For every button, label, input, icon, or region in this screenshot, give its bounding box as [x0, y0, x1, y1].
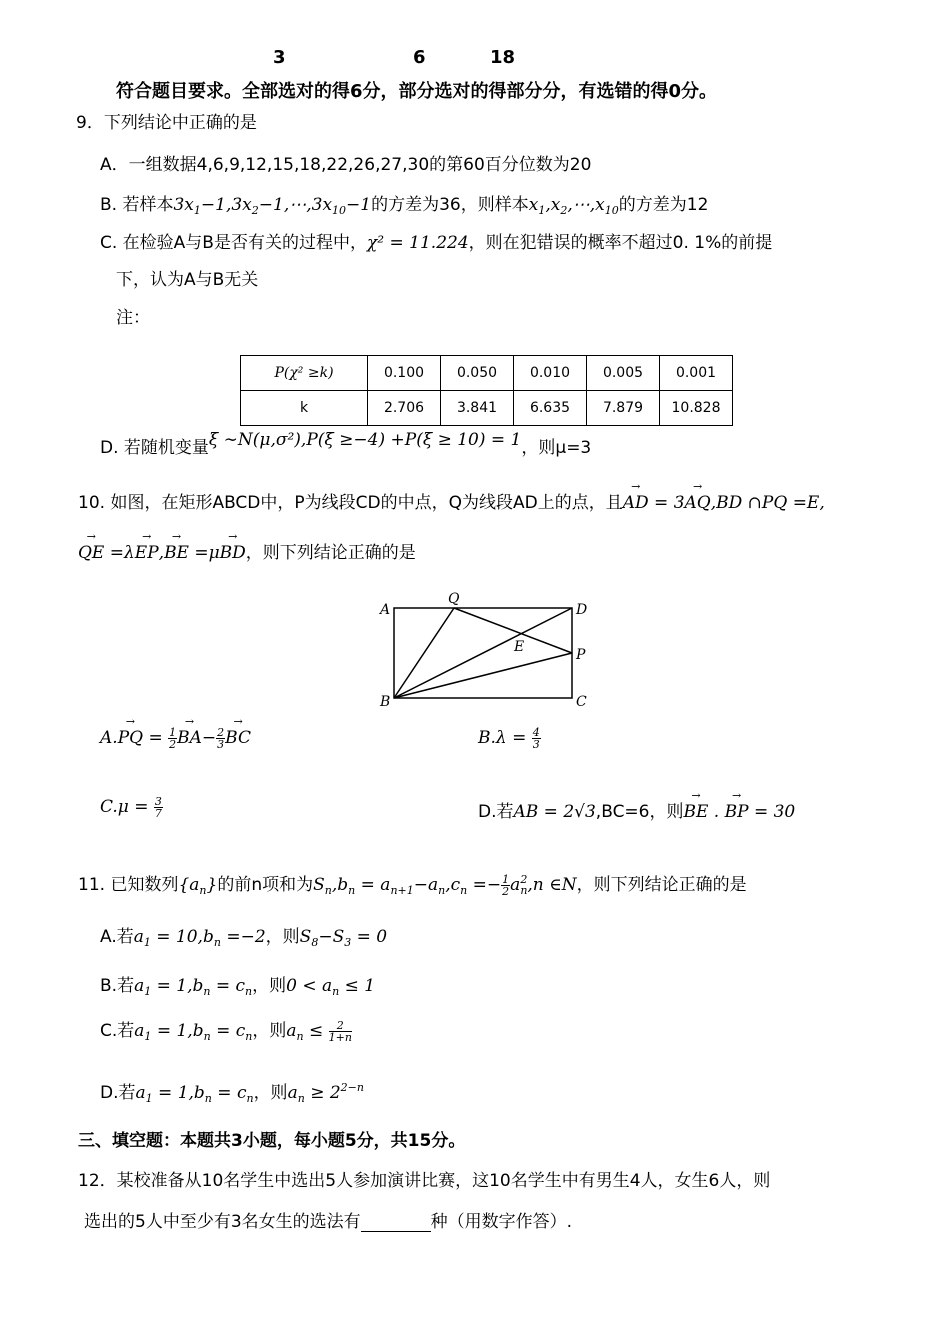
q10-option-d: D.若AB = 2√3,BC=6，则→ BE . → BP = 30	[478, 797, 795, 822]
q10-ad-formula: → AD = 3→ AQ	[623, 493, 711, 513]
q11-stem-suffix: ，则下列结论正确的是	[576, 875, 747, 895]
q12-line2-prefix: 选出的5人中至少有3名女生的选法有	[84, 1212, 361, 1232]
table-cell: 6.635	[514, 391, 587, 426]
header-number-3: 18	[490, 47, 516, 68]
q12-line1: 12．某校准备从10名学生中选出5人参加演讲比赛，这10名学生中有男生4人，女生6人，则	[78, 1171, 771, 1191]
q10-opt-d-val: = 30	[753, 802, 796, 822]
q9-c-chi: χ² = 11.224	[366, 233, 469, 253]
q10-option-b	[478, 727, 541, 750]
q9-stem: 9．下列结论中正确的是	[76, 113, 257, 133]
q11-b-prefix: B.若	[100, 976, 135, 996]
segment-bp	[394, 653, 572, 698]
q9-d-formula: ξ ∼N(μ,σ²),P(ξ ≥−4) +P(ξ ≥ 10) = 1	[208, 430, 522, 450]
q11-stem-prefix: 11. 已知数列	[78, 875, 179, 895]
answer-blank[interactable]	[361, 1213, 431, 1232]
q9-d-suffix: ，则μ=3	[521, 438, 592, 458]
table-row	[241, 391, 733, 426]
q9-option-c-line1	[100, 228, 772, 253]
label-b: B	[380, 694, 391, 710]
table-header-k: k	[241, 391, 368, 426]
q9-d-prefix: D. 若随机变量	[100, 438, 209, 458]
q11-option-a: A.若$a_1 = 10,b_n =-2$，则$S_8-S_3 = 0$	[100, 927, 388, 949]
chi-square-table	[240, 355, 733, 426]
q10-opt-d-mid: ,BC=6，则	[595, 802, 684, 822]
q11-option-c: C.若$a_1 = 1,b_n = c_n$，则$a_n$ ≤ $\frac{2}{1+n}$	[100, 1019, 352, 1044]
q9-c-suffix: ，则在犯错误的概率不超过0. 1%的前提	[468, 233, 773, 253]
label-a: A	[380, 602, 391, 618]
q12-line2	[84, 1207, 572, 1232]
q10-option-a: A.→ PQ = $\frac{1}{2}$ → BA− $\frac{2}{3}$ → BC	[100, 727, 251, 750]
q9-b-prefix: B. 若样本	[100, 195, 174, 215]
q12-line2-suffix: 种（用数字作答）.	[430, 1212, 573, 1232]
q11-stem: 11. 已知数列$\{a_n\}$的前n项和为$S_n,b_n = a_{n+1}-a_n,c_n$ =− $\frac{1}{2}$ $a_n^2,n$ ∈N，则下列结论正确的是	[78, 873, 747, 898]
table-cell: 0.001	[660, 356, 733, 391]
q10-opt-d-prefix: D.若	[478, 802, 514, 822]
q10-vector-formula: → QE =λ→ EP,→ BE =μ→ BD	[78, 543, 246, 563]
label-c: C	[576, 694, 587, 710]
rectangle-figure	[370, 585, 600, 715]
q9-option-a: A．一组数据4,6,9,12,15,18,22,26,27,30的第60百分位数为20	[100, 155, 592, 175]
q10-opt-b-label: B.λ =	[478, 728, 532, 748]
header-number-2: 6	[413, 47, 426, 68]
table-cell: 0.005	[587, 356, 660, 391]
section-instruction: 符合题目要求。全部选对的得6分，部分选对的得部分分，有选错的得0分。	[116, 81, 718, 102]
q10-option-c	[100, 796, 163, 819]
q10-opt-b-num: 4	[532, 726, 540, 739]
label-e: E	[514, 639, 525, 655]
label-q: Q	[448, 591, 460, 607]
q9-b-sample-formula: $3x_1-1,3x_2-1,\cdots,3x_{10}-1$	[173, 195, 372, 217]
q10-line2-suffix: ，则下列结论正确的是	[245, 543, 416, 563]
q11-a-mid: ，则	[265, 927, 300, 947]
segment-bd	[394, 608, 572, 698]
q11-a-prefix: A.若	[100, 927, 134, 947]
q10-stem-line1	[78, 488, 825, 513]
q11-c-mid: ，则	[252, 1021, 287, 1041]
q10-opt-b-den: 3	[532, 738, 540, 751]
table-cell: 0.100	[368, 356, 441, 391]
table-cell: 2.706	[368, 391, 441, 426]
q10-opt-c-den: 7	[154, 807, 162, 820]
q11-c-prefix: C.若	[100, 1021, 135, 1041]
q11-d-prefix: D.若	[100, 1083, 136, 1103]
table-cell: 7.879	[587, 391, 660, 426]
q9-b-mid: 的方差为36，则样本	[371, 195, 529, 215]
table-cell: 0.010	[514, 356, 587, 391]
label-d: D	[576, 602, 588, 618]
q10-line1-prefix: 10. 如图，在矩形ABCD中，P为线段CD的中点，Q为线段AD上的点，且	[78, 493, 623, 513]
table-cell: 10.828	[660, 391, 733, 426]
segment-qp	[454, 608, 572, 653]
q11-d-mid: ，则	[253, 1083, 288, 1103]
q9-option-c-line2: 下，认为A与B无关	[116, 270, 259, 290]
table-cell: 0.050	[441, 356, 514, 391]
q9-b-sample2-formula: $x_1,x_2,\cdots,x_{10}$	[528, 195, 619, 217]
q9-option-d	[100, 430, 592, 458]
q11-option-b: B.若$a_1 = 1,b_n = c_n$，则$0 < a_n \le 1$	[100, 976, 376, 998]
label-p: P	[576, 647, 586, 663]
q10-opt-c-label: C.μ =	[100, 797, 154, 817]
q9-b-suffix: 的方差为12	[618, 195, 709, 215]
q10-line1-suffix: ,BD ∩PQ =E,	[710, 493, 825, 513]
section-3-title: 三、填空题：本题共3小题，每小题5分，共15分。	[78, 1131, 466, 1151]
table-cell: 3.841	[441, 391, 514, 426]
q9-option-b	[100, 190, 708, 217]
q10-stem-line2	[78, 538, 416, 563]
table-row	[241, 356, 733, 391]
table-header-p: P(χ² ≥k)	[241, 356, 368, 391]
q11-b-mid: ，则	[252, 976, 287, 996]
header-number-1: 3	[273, 47, 286, 68]
q11-stem-mid: 的前n项和为	[217, 875, 314, 895]
q10-opt-c-num: 3	[154, 795, 162, 808]
q11-option-d: D.若$a_1 = 1,b_n = c_n$，则$a_n \ge 2^{2-n}$	[100, 1081, 364, 1105]
q9-note: 注：	[116, 308, 150, 328]
q10-opt-a-label: A.	[100, 728, 118, 748]
q9-c-prefix: C. 在检验A与B是否有关的过程中，	[100, 233, 367, 253]
